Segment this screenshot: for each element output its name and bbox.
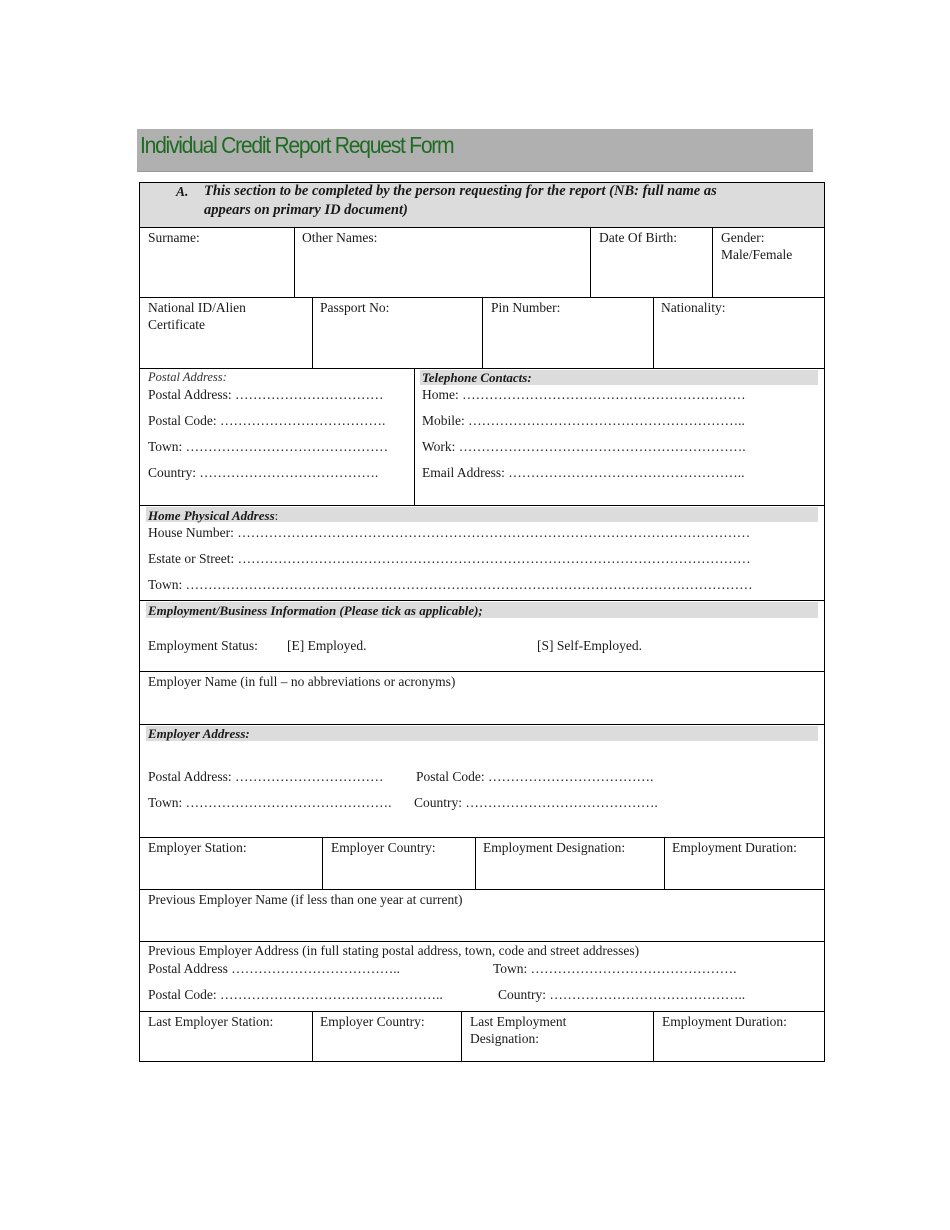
last-employment-designation-label-line2[interactable]: Designation:: [470, 1031, 539, 1046]
mobile-phone-field[interactable]: Mobile: ……………………………………………………..: [422, 413, 745, 428]
national-id-label[interactable]: National ID/Alien: [148, 300, 246, 315]
last-employer-country-field[interactable]: Employer Country:: [320, 1014, 425, 1029]
other-names-field[interactable]: Other Names:: [302, 230, 378, 245]
work-phone-field[interactable]: Work: ……………………………………………………….: [422, 439, 746, 454]
employer-name-field[interactable]: Employer Name (in full – no abbreviations or acronyms): [148, 674, 456, 689]
divider: [312, 297, 313, 368]
employer-town-field[interactable]: Town: ……………………………………….: [148, 795, 392, 810]
last-employment-designation-label[interactable]: Last Employment: [470, 1014, 567, 1029]
section-a-instruction-line1: This section to be completed by the person requesting for the report (NB: full name as: [204, 183, 717, 199]
divider: [653, 297, 654, 368]
employer-station-field[interactable]: Employer Station:: [148, 840, 247, 855]
divider: [482, 297, 483, 368]
employment-status-label: Employment Status:: [148, 638, 258, 653]
employer-country-cell[interactable]: Employer Country:: [331, 840, 436, 855]
employment-info-heading: Employment/Business Information (Please tick as applicable);: [148, 603, 483, 618]
employer-address-heading: Employer Address:: [148, 726, 250, 741]
national-id-label-line2[interactable]: Certificate: [148, 317, 205, 332]
section-a-instruction-line2: appears on primary ID document): [204, 202, 408, 218]
previous-country-field[interactable]: Country: ……………………………………..: [498, 987, 746, 1002]
heading-colon: :: [274, 508, 279, 523]
surname-field[interactable]: Surname:: [148, 230, 200, 245]
employment-duration-field[interactable]: Employment Duration:: [672, 840, 797, 855]
employer-postal-address-field[interactable]: Postal Address: ……………………………: [148, 769, 384, 784]
postal-code-field[interactable]: Postal Code: ……………………………….: [148, 413, 386, 428]
postal-address-heading: Postal Address:: [148, 370, 227, 384]
divider: [139, 505, 825, 506]
divider: [322, 837, 323, 889]
home-town-field[interactable]: Town: ………………………………………………………………………………………………………………: [148, 577, 753, 592]
nationality-field[interactable]: Nationality:: [661, 300, 726, 315]
form-title: Individual Credit Report Request Form: [140, 132, 454, 158]
divider: [139, 889, 825, 890]
employment-designation-field[interactable]: Employment Designation:: [483, 840, 626, 855]
home-phone-field[interactable]: Home: ………………………………………………………: [422, 387, 746, 402]
postal-address-field[interactable]: Postal Address: ……………………………: [148, 387, 384, 402]
employer-country-field[interactable]: Country: …………………………………….: [414, 795, 658, 810]
estate-street-field[interactable]: Estate or Street: ……………………………………………………………………………………………………: [148, 551, 751, 566]
divider: [139, 227, 825, 228]
gender-options[interactable]: Male/Female: [721, 247, 793, 262]
divider: [139, 1011, 825, 1012]
telephone-contacts-heading: Telephone Contacts:: [422, 370, 532, 385]
previous-postal-code-field[interactable]: Postal Code: …………………………………………..: [148, 987, 443, 1002]
last-employer-station-field[interactable]: Last Employer Station:: [148, 1014, 274, 1029]
divider: [664, 837, 665, 889]
divider: [712, 227, 713, 297]
house-number-field[interactable]: House Number: ……………………………………………………………………………………………………: [148, 525, 751, 540]
previous-town-field[interactable]: Town: ……………………………………….: [493, 961, 737, 976]
home-physical-address-heading: [148, 507, 278, 524]
self-employed-option[interactable]: [S] Self-Employed.: [537, 638, 642, 653]
pin-number-field[interactable]: Pin Number:: [491, 300, 561, 315]
previous-employer-address-heading: Previous Employer Address (in full stating postal address, town, code and street addresses): [148, 943, 640, 958]
divider: [414, 368, 415, 505]
gender-label[interactable]: Gender:: [721, 230, 765, 245]
country-field[interactable]: Country: ………………………………….: [148, 465, 379, 480]
divider: [139, 671, 825, 672]
divider: [590, 227, 591, 297]
divider: [475, 837, 476, 889]
last-employment-duration-field[interactable]: Employment Duration:: [662, 1014, 787, 1029]
divider: [294, 227, 295, 297]
divider: [139, 600, 825, 601]
passport-field[interactable]: Passport No:: [320, 300, 390, 315]
employed-option[interactable]: [E] Employed.: [287, 638, 367, 653]
divider: [653, 1011, 654, 1061]
title-banner: [137, 129, 813, 172]
town-field[interactable]: Town: ………………………………………: [148, 439, 389, 454]
email-address-field[interactable]: Email Address: ……………………………………………..: [422, 465, 745, 480]
home-physical-heading-text: Home Physical Address: [148, 508, 275, 523]
section-a-letter: A.: [176, 184, 189, 199]
divider: [312, 1011, 313, 1061]
previous-postal-address-field[interactable]: Postal Address ………………………………..: [148, 961, 401, 976]
divider: [461, 1011, 462, 1061]
previous-employer-name-field[interactable]: Previous Employer Name (if less than one year at current): [148, 892, 463, 907]
employer-postal-code-field[interactable]: Postal Code: ……………………………….: [416, 769, 654, 784]
divider: [139, 837, 825, 838]
date-of-birth-field[interactable]: Date Of Birth:: [599, 230, 677, 245]
